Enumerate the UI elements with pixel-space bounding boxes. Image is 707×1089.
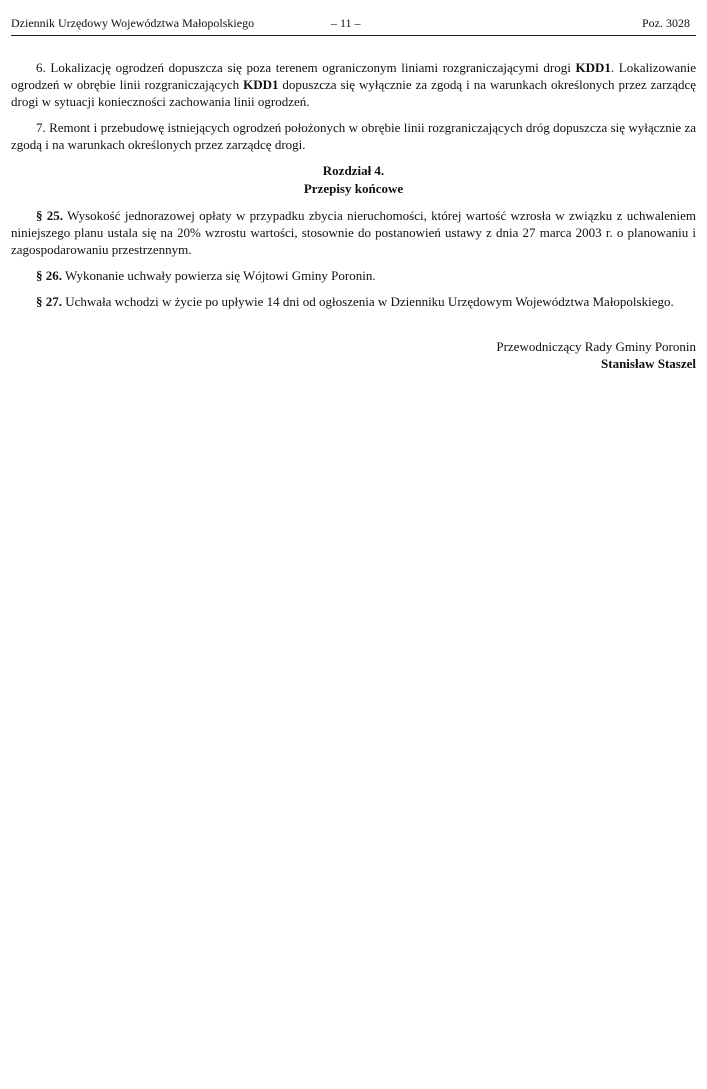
section-number: § 27. — [36, 294, 62, 309]
section-25 — [11, 207, 696, 258]
journal-title: Dziennik Urzędowy Województwa Małopolskiego — [11, 16, 255, 30]
section-26 — [11, 267, 696, 284]
section-text: Wykonanie uchwały powierza się Wójtowi Gminy Poronin. — [62, 268, 376, 283]
paragraph-6-text-c: . Lokalizowanie ogrodzeń w obrębie linii rozgraniczających — [11, 60, 696, 92]
signature-block — [11, 338, 696, 372]
chapter-number: Rozdział 4. — [322, 163, 385, 178]
document-body — [11, 36, 696, 372]
section-number: § 25. — [36, 208, 64, 223]
page-header — [11, 0, 696, 36]
page-number: – 11 – — [331, 16, 361, 30]
section-number: § 26. — [36, 268, 62, 283]
paragraph-6-text-a: 6. Lokalizację ogrodzeń dopuszcza się poza terenem ograniczonym liniami rozgraniczającymi drogi — [36, 60, 576, 75]
section-text: Wysokość jednorazowej opłaty w przypadku zbycia nieruchomości, której wartość wzrosła w związku z uchwaleniem niniejszego planu ustala się na 20% wzrostu wartości, stosownie do postanowień ustawy z dnia 27 marca 2003 r. o planowaniu i zagospodarowaniu przestrzennym. — [11, 208, 696, 257]
section-27 — [11, 293, 696, 310]
document-page — [11, 0, 696, 372]
paragraph-6 — [11, 59, 696, 110]
signatory-title: Przewodniczący Rady Gminy Poronin — [496, 339, 696, 354]
road-symbol: KDD1 — [243, 77, 279, 92]
position-number: Poz. 3028 — [642, 16, 690, 30]
paragraph-7: 7. Remont i przebudowę istniejących ogrodzeń położonych w obrębie linii rozgraniczających dróg dopuszcza się wyłącznie za zgodą i na warunkach określonych przez zarządcę drogi. — [11, 120, 696, 152]
road-symbol: KDD1 — [575, 60, 611, 75]
section-text: Uchwała wchodzi w życie po upływie 14 dni od ogłoszenia w Dzienniku Urzędowym Województwa Małopolskiego. — [62, 294, 674, 309]
signatory-name: Stanisław Staszel — [601, 356, 696, 371]
paragraph-6-text-d: dopuszcza się wyłącznie za zgodą i na warunkach określonych przez zarządcę drogi w sytuacji konieczności zachowania linii ogrodzeń. — [11, 77, 697, 109]
chapter-title: Przepisy końcowe — [303, 181, 404, 196]
chapter-heading — [11, 162, 696, 198]
